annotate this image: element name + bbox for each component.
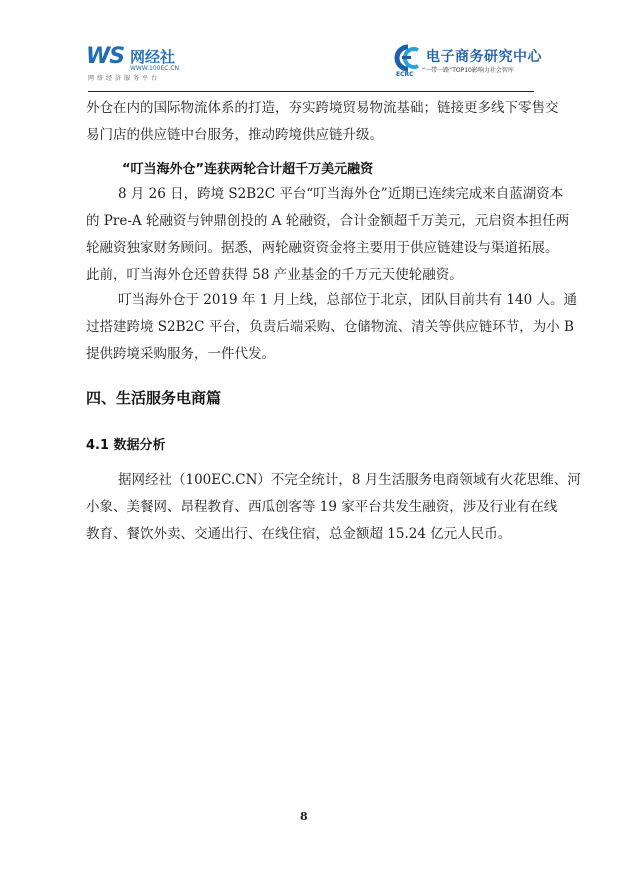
- 100ec-logo-tagline: 网络经济服务平台: [88, 75, 161, 82]
- paragraph-line: 的 Pre-A 轮融资与钟鼎创投的 A 轮融资，合计金额超千万美元，元启资本担任两: [86, 213, 570, 229]
- news-subheading: “叮当海外仓”连获两轮合计超千万美元融资: [122, 162, 374, 177]
- page-number: 8: [300, 810, 308, 823]
- intro-paragraph: [86, 95, 559, 149]
- ecrc-logo: [394, 44, 544, 82]
- ecrc-logo-slogan: “一带一路”TOP10影响力社会智库: [422, 67, 514, 74]
- paragraph-line: 过搭建跨境 S2B2C 平台，负责后端采购、仓储物流、清关等供应链环节，为小 B: [86, 319, 574, 335]
- ecrc-badge-icon: [394, 44, 424, 72]
- paragraph-line: 据网经社（100EC.CN）不完全统计，8 月生活服务电商领域有火花思维、河: [118, 472, 581, 488]
- paragraph-line: 提供跨境采购服务，一件代发。: [86, 346, 275, 362]
- subsection-heading: 4.1 数据分析: [86, 438, 166, 453]
- paragraph-line: 叮当海外仓于 2019 年 1 月上线，总部位于北京，团队目前共有 140 人。通: [118, 292, 577, 308]
- header-divider: [88, 91, 534, 92]
- data-analysis-paragraph: [86, 467, 581, 548]
- paragraph-line: 易门店的供应链中台服务，推动跨境供应链升级。: [86, 127, 383, 143]
- paragraph-line: 轮融资独家财务顾问。据悉，两轮融资资金将主要用于供应链建设与渠道拓展。: [86, 240, 559, 256]
- paragraph-line: 教育、餐饮外卖、交通出行、在线住宿，总金额超 15.24 亿元人民币。: [86, 526, 512, 542]
- about-paragraph: [86, 287, 577, 368]
- paragraph-line: 此前，叮当海外仓还曾获得 58 产业基金的千万元天使轮融资。: [86, 267, 463, 283]
- page-header: [0, 0, 620, 96]
- ws-logo-mark: WS: [86, 44, 125, 69]
- paragraph-line: 小象、美餐网、昂程教育、西瓜创客等 19 家平台共发生融资，涉及行业有在线: [86, 499, 558, 515]
- ecrc-logo-abbr: ECRC: [396, 71, 414, 78]
- paragraph-line: 外仓在内的国际物流体系的打造，夯实跨境贸易物流基础；链接更多线下零售交: [86, 100, 559, 116]
- 100ec-logo: [86, 44, 196, 82]
- funding-paragraph: [86, 181, 570, 289]
- paragraph-line: 8 月 26 日，跨境 S2B2C 平台“叮当海外仓”近期已连续完成来自蓝湖资本: [118, 186, 564, 202]
- 100ec-logo-url: WWW.100EC.CN: [130, 65, 180, 72]
- section-heading: 四、生活服务电商篇: [86, 389, 222, 407]
- 100ec-logo-name: 网经社: [130, 48, 176, 66]
- ecrc-logo-name: 电子商务研究中心: [426, 49, 542, 65]
